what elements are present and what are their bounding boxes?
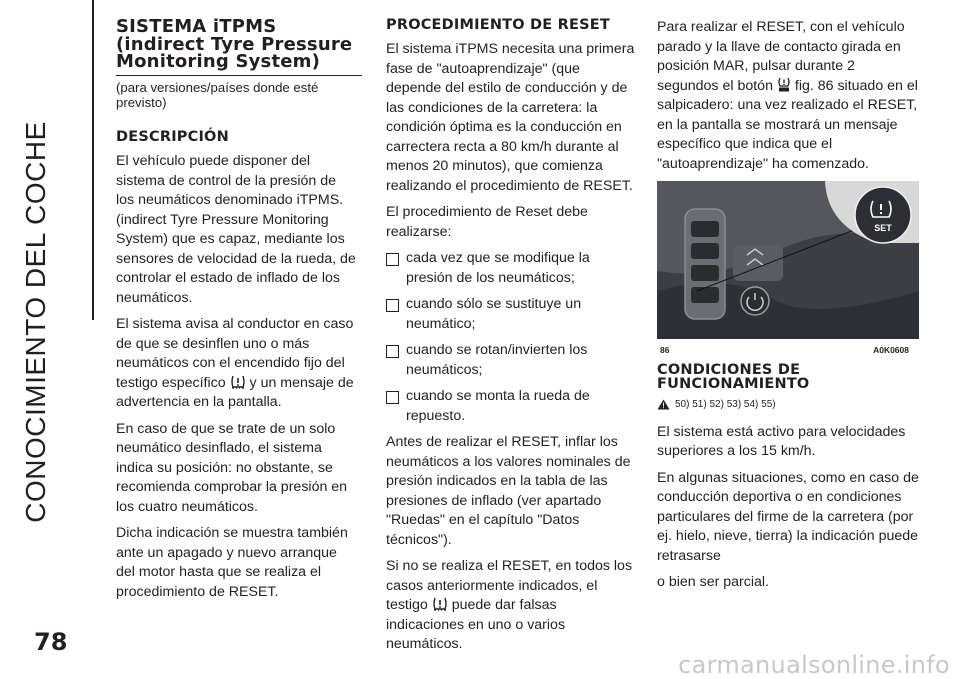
- checkbox-bullet-icon: [386, 391, 399, 404]
- heading-condiciones: CONDICIONES DE FUNCIONAMIENTO: [657, 362, 810, 392]
- column-2: [386, 18, 636, 662]
- watermark: carmanualsonline.info: [678, 651, 950, 679]
- paragraph: El sistema iTPMS necesita una primera fase de "autoaprendizaje" (que depende del estilo de conducción y de las condiciones de la carretera: la condición óptima es la conducción en carrectera recta a 80 km/h durante al menos 20 minutos), que comienza realizando el procedimiento de RESET.: [386, 41, 635, 194]
- list-item: cada vez que se modifique la presión de los neumáticos;: [386, 249, 636, 288]
- paragraph: o bien ser parcial.: [657, 574, 769, 590]
- figure-86: [657, 181, 919, 353]
- checkbox-bullet-icon: [386, 253, 399, 266]
- checkbox-bullet-icon: [386, 299, 399, 312]
- paragraph: El sistema avisa al conductor en caso de que se desinflen uno o más neumáticos con el encendido fijo del testigo específico y un mensaje de advertencia en la pantalla.: [116, 316, 354, 410]
- figure-number: 86: [660, 345, 670, 355]
- paragraph: Para realizar el RESET, con el vehículo parado y la llave de contacto girada en posición MAR, pulsar durante 2 segundos el botón fig. 86 situado en el salpicadero: una vez realizado el RESET, en la pantalla se mostrará un mensaje específico que indica que el "autoaprendizaje" ha comenzado.: [657, 19, 918, 172]
- paragraph: Dicha indicación se muestra también ante un apagado y nuevo arranque del motor hasta que se realiza el procedimiento de RESET.: [116, 525, 348, 600]
- list-item: cuando sólo se sustituye un neumático;: [386, 295, 636, 334]
- column-1: [116, 18, 358, 609]
- paragraph: El sistema está activo para velocidades superiores a los 15 km/h.: [657, 423, 906, 459]
- warning-triangle-icon: [657, 399, 670, 410]
- paragraph: En algunas situaciones, como en caso de conducción deportiva o en condiciones particulares del firme de la carretera (por ej. hielo, nieve, tierra) la indicación puede retrasarse: [657, 469, 919, 564]
- main-heading: SISTEMA iTPMS (indirect Tyre Pressure Monitoring System): [116, 16, 353, 72]
- vertical-rule: [92, 0, 94, 320]
- subtitle: (para versiones/países donde esté previsto): [116, 80, 319, 110]
- dashboard-photo: [657, 181, 919, 339]
- references: 50) 51) 52) 53) 54) 55): [657, 395, 919, 415]
- paragraph: En caso de que se trate de un solo neumático desinflado, el sistema indica su posición: no obstante, se recomienda comprobar la presión en los cuatro neumáticos.: [116, 420, 348, 515]
- paragraph: Antes de realizar el RESET, inflar los neumáticos a los valores nominales de presión indicados en la tabla de las presiones de inflado (ver apartado "Ruedas" en el capítulo "Datos técnicos").: [386, 434, 631, 548]
- heading-reset: PROCEDIMIENTO DE RESET: [386, 17, 610, 33]
- heading-underline: [116, 75, 362, 77]
- page-number: 78: [34, 628, 68, 656]
- paragraph: El procedimiento de Reset debe realizarse:: [386, 204, 588, 240]
- checkbox-bullet-icon: [386, 345, 399, 358]
- tyre-pressure-warning-icon: [432, 597, 448, 611]
- list-item: cuando se monta la rueda de repuesto.: [386, 387, 636, 426]
- set-button-label: SET: [874, 223, 892, 233]
- paragraph: El vehículo puede disponer del sistema de control de la presión de los neumáticos denominado iTPMS. (indirect Tyre Pressure Monitoring System) que es capaz, mediante los sensores de velocidad de la rueda, de controlar el estado de inflado de los neumáticos.: [116, 153, 356, 306]
- list-item: cuando se rotan/invierten los neumáticos;: [386, 341, 636, 380]
- paragraph: Si no se realiza el RESET, en todos los casos anteriormente indicados, el testigo puede dar falsas indicaciones en uno o varios neumáticos.: [386, 558, 633, 652]
- tyre-pressure-warning-icon: [230, 375, 246, 389]
- figure-code: A0K0608: [873, 345, 909, 355]
- tpms-set-button-icon: [777, 77, 791, 92]
- heading-descripcion: DESCRIPCIÓN: [116, 129, 229, 145]
- column-3: [657, 18, 919, 600]
